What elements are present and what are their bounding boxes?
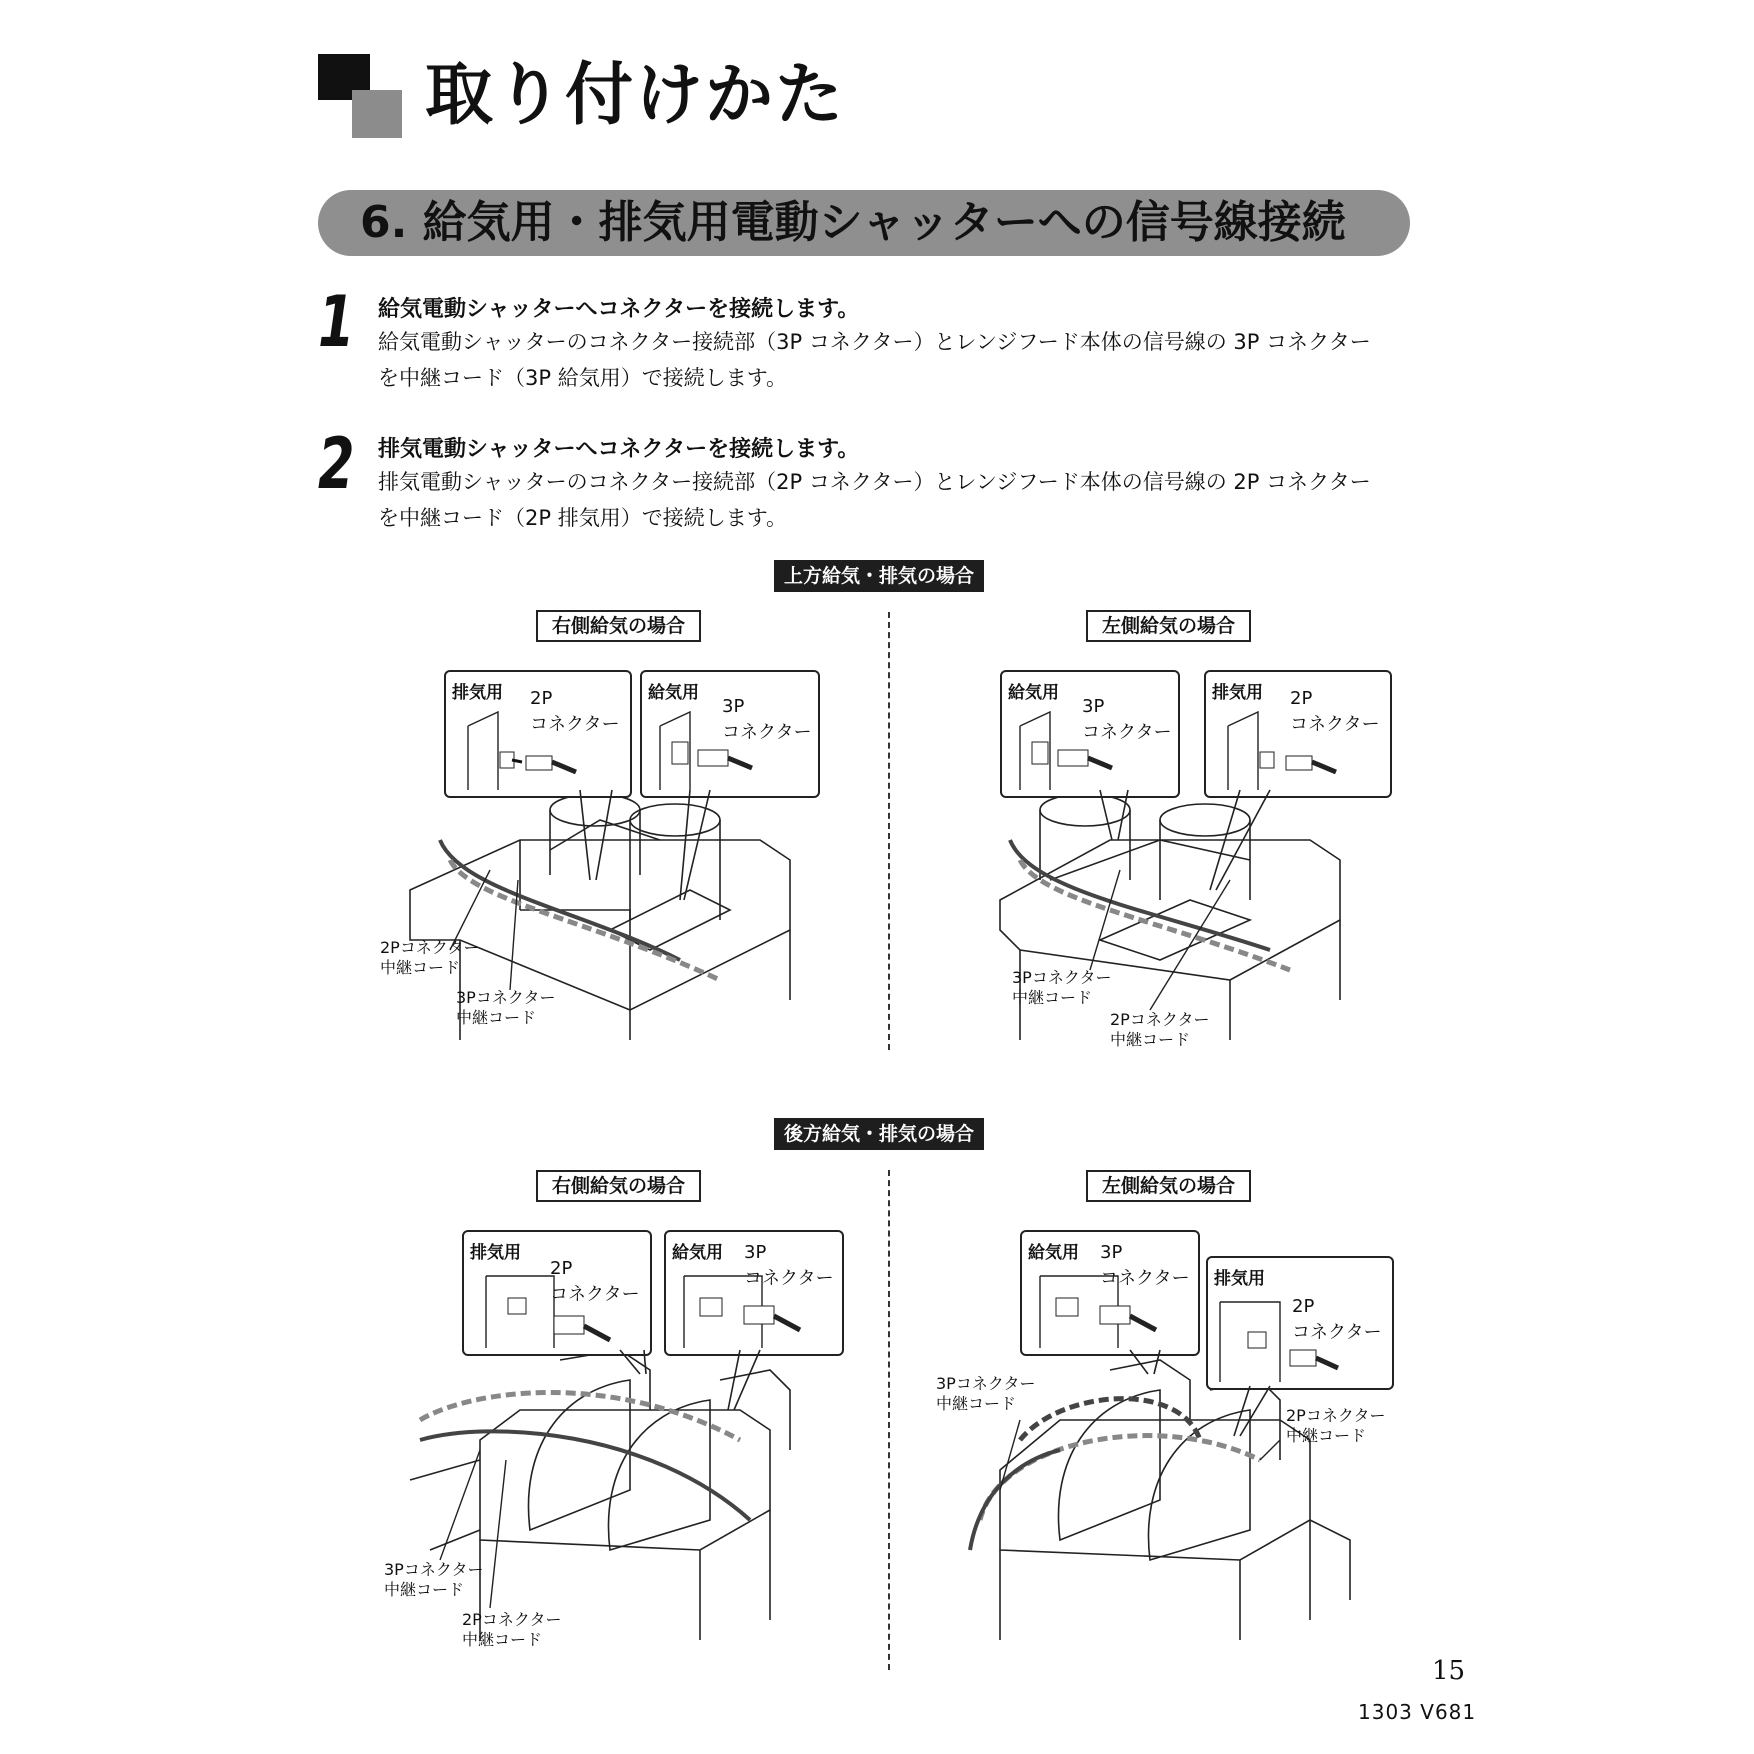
connector-illustration-icon [1206,672,1390,796]
top-right-callout-exhaust [444,670,632,798]
top-left-callout-supply [1000,670,1180,798]
callout-head: 給気用 [672,1243,723,1263]
callout-connector-name: コネクター [744,1268,834,1289]
back-right-cord-label-2 [462,1610,562,1650]
connector-illustration-icon [1002,672,1178,796]
top-left-label: 左側給気の場合 [1086,610,1251,642]
callout-pin-count: 2P [530,688,553,709]
callout-pin-count: 2P [550,1258,573,1279]
connector-illustration-icon [1022,1232,1198,1354]
cord-label-line1: 2Pコネクター [380,938,480,957]
top-right-label: 右側給気の場合 [536,610,701,642]
callout-pointer [560,790,720,910]
connector-illustration-icon [642,672,818,796]
top-left-callout-exhaust [1204,670,1392,798]
callout-connector-name: コネクター [1100,1268,1190,1289]
cord-label-line2: 中継コード [384,1580,465,1599]
callout-head: 排気用 [452,683,503,703]
step-2-title: 排気電動シャッターへコネクターを接続します。 [378,437,860,462]
callout-pin-count: 2P [1290,688,1313,709]
back-right-callout-exhaust [462,1230,652,1356]
document-code: 1303 V681 [1358,1700,1477,1724]
cord-leader-lines [990,1400,1290,1500]
cord-label-line1: 2Pコネクター [1286,1406,1386,1425]
callout-head: 給気用 [1028,1243,1079,1263]
callout-pin-count: 3P [722,696,745,717]
cord-label-line2: 中継コード [1286,1426,1367,1445]
step-2-body: 排気電動シャッターのコネクター接続部（2P コネクター）とレンジフード本体の信号線の 2P コネクターを中継コード（2P 排気用）で接続します。 [378,470,1371,530]
callout-connector-name: コネクター [1292,1322,1382,1343]
cord-leader-lines [1080,860,1240,1020]
page-number: 15 [1432,1656,1466,1686]
cord-label-line1: 2Pコネクター [462,1610,562,1629]
connector-illustration-icon [464,1232,650,1354]
callout-connector-name: コネクター [1082,722,1172,743]
callout-head: 給気用 [648,683,699,703]
callout-pin-count: 3P [1100,1242,1123,1263]
back-left-label: 左側給気の場合 [1086,1170,1251,1202]
connector-illustration-icon [666,1232,842,1354]
step-1-body: 給気電動シャッターのコネクター接続部（3P コネクター）とレンジフード本体の信号線の 3P コネクターを中継コード（3P 給気用）で接続します。 [378,330,1371,390]
step-number-2: 2 [318,423,355,505]
cord-label-line2: 中継コード [936,1394,1017,1413]
callout-pin-count: 3P [744,1242,767,1263]
cord-label-line1: 2Pコネクター [1110,1010,1210,1029]
cord-label-line2: 中継コード [1012,988,1093,1007]
cord-leader-lines [430,1440,510,1610]
back-right-callout-supply [664,1230,844,1356]
step-1-title: 給気電動シャッターへコネクターを接続します。 [378,297,860,322]
cord-leader-lines [440,860,520,1000]
page-title: 取り付けかた [425,56,846,135]
callout-pin-count: 3P [1082,696,1105,717]
callout-connector-name: コネクター [722,722,812,743]
cord-label-line1: 3Pコネクター [384,1560,484,1579]
callout-connector-name: コネクター [1290,714,1380,735]
callout-connector-name: コネクター [530,714,620,735]
callout-head: 給気用 [1008,683,1059,703]
top-right-callout-supply [640,670,820,798]
back-left-cord-label-2 [1286,1406,1386,1446]
callout-pin-count: 2P [1292,1296,1315,1317]
section-title: 6. 給気用・排気用電動シャッターへの信号線接続 [360,197,1346,248]
back-right-label: 右側給気の場合 [536,1170,701,1202]
cord-label-line2: 中継コード [456,1008,537,1027]
callout-head: 排気用 [1212,683,1263,703]
back-section-divider [888,1170,890,1670]
back-left-callout-supply [1020,1230,1200,1356]
back-section-label: 後方給気・排気の場合 [774,1118,984,1150]
callout-head: 排気用 [1214,1269,1265,1289]
cord-label-line1: 3Pコネクター [936,1374,1036,1393]
connector-illustration-icon [446,672,630,796]
callout-connector-name: コネクター [550,1284,640,1305]
cord-label-line2: 中継コード [380,958,461,977]
cord-label-line2: 中継コード [462,1630,543,1649]
callout-pointer [620,1350,780,1430]
step-number-1: 1 [318,281,355,363]
cord-label-line2: 中継コード [1110,1030,1191,1049]
header-square-gray [352,90,402,138]
top-section-label: 上方給気・排気の場合 [774,560,984,592]
top-section-divider [888,612,890,1050]
cord-label-line1: 3Pコネクター [456,988,556,1007]
callout-head: 排気用 [470,1243,521,1263]
cord-label-line1: 3Pコネクター [1012,968,1112,987]
